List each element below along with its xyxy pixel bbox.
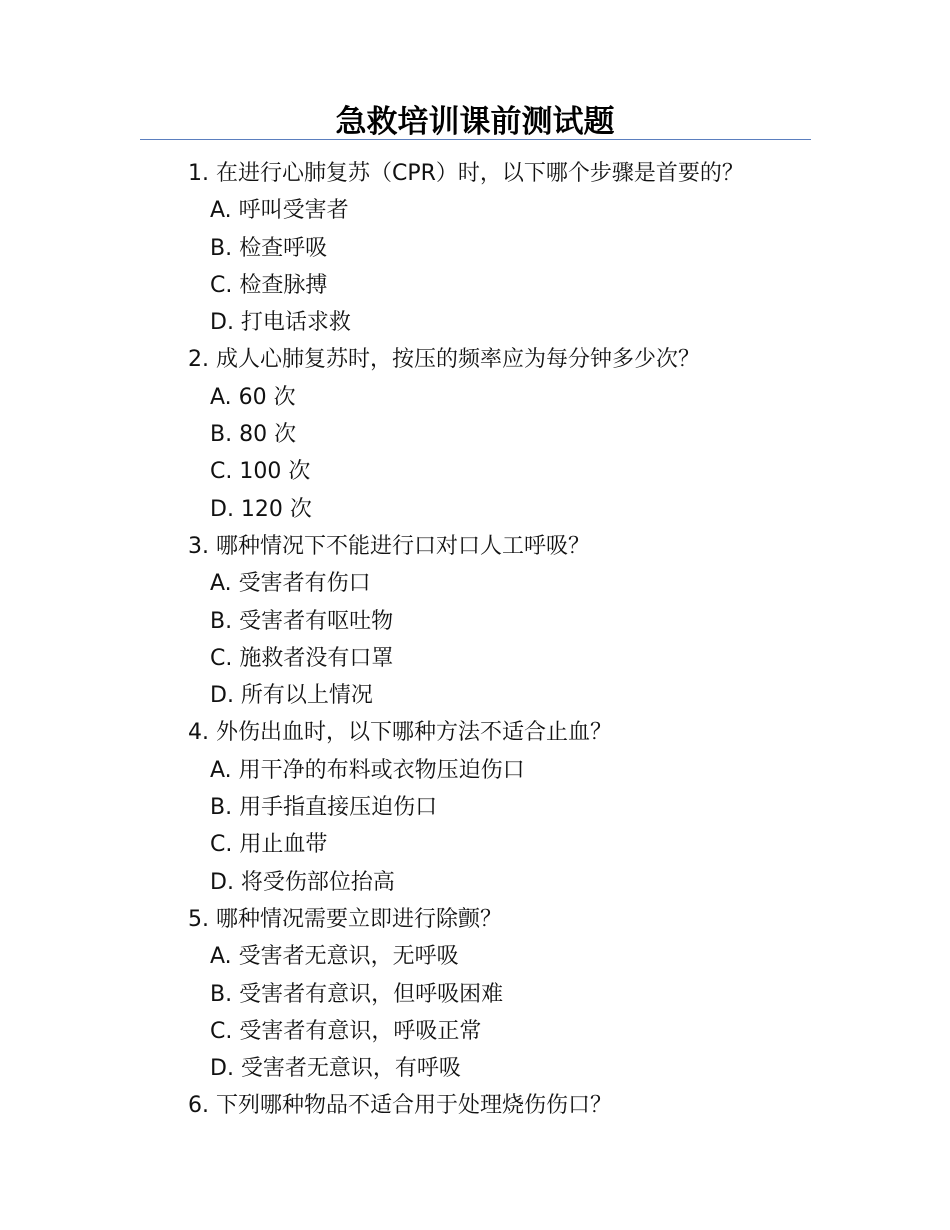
question-5-option-d: D. 受害者无意识，有呼吸	[210, 1056, 461, 1082]
question-5-option-b: B. 受害者有意识，但呼吸困难	[210, 981, 504, 1007]
question-3-option-c: C. 施救者没有口罩	[210, 645, 394, 671]
question-2: 2. 成人心肺复苏时，按压的频率应为每分钟多少次？	[188, 347, 700, 373]
question-1-option-a: A. 呼叫受害者	[210, 198, 349, 224]
question-1-option-d: D. 打电话求救	[210, 310, 351, 336]
question-1-option-c: C. 检查脉搏	[210, 272, 328, 298]
question-5: 5. 哪种情况需要立即进行除颤？	[188, 906, 502, 932]
question-5-option-c: C. 受害者有意识，呼吸正常	[210, 1018, 482, 1044]
question-2-option-d: D. 120 次	[210, 496, 312, 522]
question-4-option-c: C. 用止血带	[210, 832, 328, 858]
question-6: 6. 下列哪种物品不适合用于处理烧伤伤口？	[188, 1093, 612, 1119]
document-title: 急救培训课前测试题	[335, 104, 615, 140]
question-5-option-a: A. 受害者无意识，无呼吸	[210, 944, 459, 970]
question-1: 1. 在进行心肺复苏（CPR）时，以下哪个步骤是首要的？	[188, 161, 744, 186]
title-underline	[140, 139, 811, 140]
question-2-option-c: C. 100 次	[210, 459, 311, 485]
question-4-option-b: B. 用手指直接压迫伤口	[210, 795, 438, 821]
question-3-option-d: D. 所有以上情况	[210, 683, 373, 709]
question-2-option-b: B. 80 次	[210, 422, 297, 448]
question-list	[188, 155, 828, 1125]
question-4-option-a: A. 用干净的布料或衣物压迫伤口	[210, 757, 525, 783]
question-4: 4. 外伤出血时，以下哪种方法不适合止血？	[188, 720, 612, 746]
question-4-option-d: D. 将受伤部位抬高	[210, 869, 395, 895]
question-2-option-a: A. 60 次	[210, 384, 296, 410]
question-3: 3. 哪种情况下不能进行口对口人工呼吸？	[188, 533, 590, 559]
question-3-option-a: A. 受害者有伤口	[210, 571, 371, 597]
question-1-option-b: B. 检查呼吸	[210, 235, 328, 261]
question-3-option-b: B. 受害者有呕吐物	[210, 608, 394, 634]
